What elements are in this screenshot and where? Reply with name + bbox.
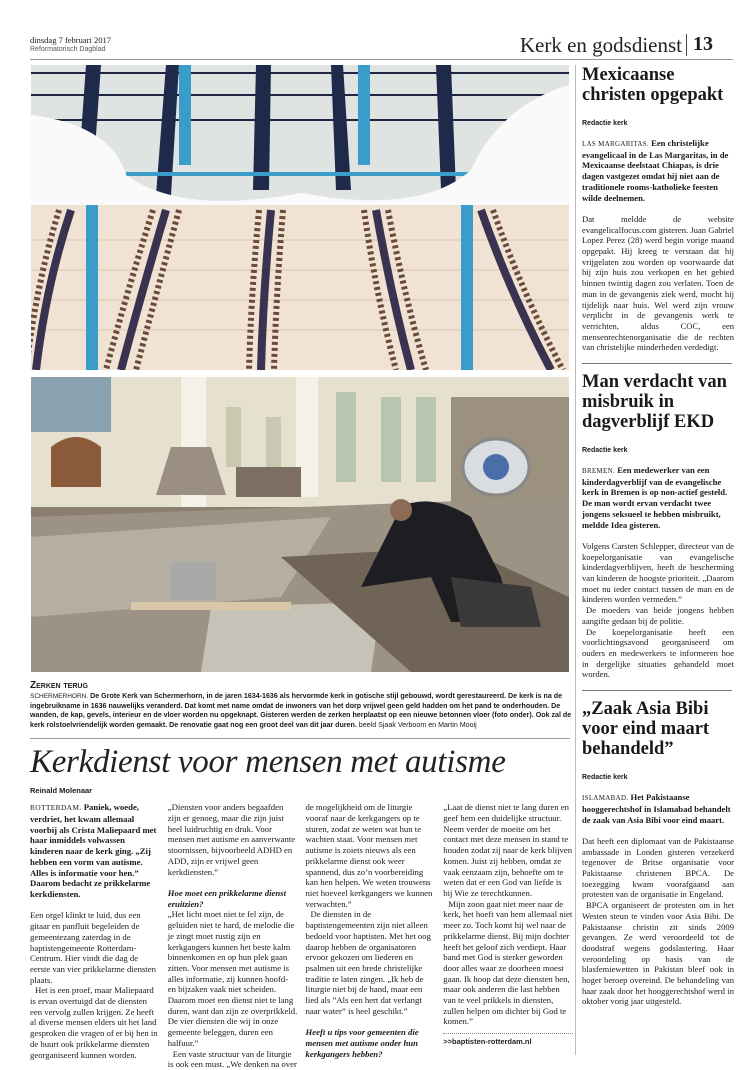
side-article-mexico — [582, 65, 734, 353]
paragraph: Het is een proef, maar Maliepaard is ervan overtuigd dat de diensten een vervolg zullen krijgen. Ze heeft al diverse mensen elders uit het land gesproken die vragen of er bij hen in de buurt ook prikkelarme diensten georganiseerd kunnen worden. „Diensten voor anders begaafden zijn er genoeg, maar die zijn juist heel luidruchtig en druk. Voor mensen met autisme en aanverwante stoornissen, bijvoorbeeld ADHD en ADD, zijn er vrijwel geen kerkdiensten.” — [30, 802, 296, 1060]
side-lead — [582, 465, 734, 530]
side-lead — [582, 792, 734, 825]
dateline: LAS MARGARITAS. — [582, 140, 649, 148]
lower-left-section — [30, 680, 573, 1070]
caption-dateline: SCHERMERHORN. — [30, 693, 89, 700]
article-rule — [30, 738, 570, 739]
photo-church-floor — [31, 377, 569, 672]
paragraph: Volgens Carsten Schlepper, directeur van de koepelorganisatie van evangelische kinderdagverblijven, heeft de bescherming van kinderen de hoogste prioriteit. „Daarom moet nu ieder contact tussen de man en de kinderen worden vermeden.” — [582, 540, 734, 605]
main-headline: Kerkdienst voor mensen met autisme — [30, 744, 506, 781]
paragraph: De diensten in de baptistengemeenten zijn niet alleen bedoeld voor baptisten. Met het oog daarop hebben de organisatoren ervoor gekozen om liederen en psalmen uit een brede christelijke traditie te laten zingen. „Ik heb de liturgie niet bij de hand, maar een lied als ”Als een hert dat verlangt naar water” is heel geschikt.” — [305, 909, 431, 1016]
photo-credit: beeld Sjaak Verboom en Martin Mooij — [358, 720, 477, 729]
lead-text: Een medewerker van een kinderdagverblijf van de evangelische kerk in Bremen is op non-actief gesteld. De man wordt ervan verdacht twee jongens seksueel te hebben misbruikt, meldde Idea gisteren. — [582, 465, 728, 530]
paragraph: De koepelorganisatie heeft een voorlichtingsavond georganiseerd om ouders en medewerkers te informeren hoe in dergelijke situaties gehandeld moet worden. — [582, 626, 734, 680]
side-byline: Redactie kerk — [582, 447, 628, 455]
side-rule — [582, 690, 732, 691]
main-article-body — [30, 802, 573, 1070]
photo-ceiling — [31, 65, 569, 370]
side-headline: Mexicaanse christen opgepakt — [582, 65, 724, 105]
header-separator — [686, 34, 687, 56]
paragraph: BPCA organiseert de protesten om in het Westen steun te vinden voor Asia Bibi. De Pakistaanse christin zit sinds 2009 gevangen. Ze werd veroordeeld tot de doodstraf wegens godslastering. Haar veroordeling op basis van de blasfemiewetten in Pakistan bleef ook in hoger beroep overeind. De behandeling van haar zaak door het hooggerechtshof werd in oktober vorig jaar uitgesteld. — [582, 900, 734, 1007]
caption-text: De Grote Kerk van Schermerhorn, in de jaren 1634-1636 als hervormde kerk in gotische stijl gebouwd, wordt gerestaureerd. De kerk is na de ingebruikname in 1636 nauwelijks veranderd. Dat komt met name omdat de inwoners van het dorp vrijwel geen geld hadden om het pand te onderhouden. De wanden, de kap, gevels, interieur en de vloer worden nu opgeknapt. Gisteren werden de zerken herplaatst op een nieuwe betonnen vloer (foto onder). Ook zal de kerk rolstoelvriendelijk worden gemaakt. De renovatie gaat nog een groot deel van dit jaar duren. — [30, 692, 572, 729]
caption-title: Zerken terug — [30, 680, 88, 691]
lead-text: Paniek, woede, verdriet, het kwam allemaal voorbij als Crista Maliepaard met haar inmiddels volwassen kinderen naar de kerk ging. „Zij hebben een vorm van autisme. Alles is informatie voor hen.” Daarom bedacht ze prikkelarme kerkdiensten. — [30, 802, 157, 899]
side-byline: Redactie kerk — [582, 774, 628, 782]
issue-date: dinsdag 7 februari 2017 — [30, 35, 111, 45]
column-divider — [575, 65, 576, 1055]
byline: Reinald Molenaar — [30, 786, 93, 796]
page-number: 13 — [693, 33, 713, 55]
side-column — [582, 65, 734, 1007]
side-byline: Redactie kerk — [582, 120, 628, 127]
side-headline: Man verdacht van misbruik in dagverblijf EKD — [582, 372, 727, 433]
side-article-asia-bibi — [582, 699, 734, 1007]
dateline: ISLAMABAD. — [582, 794, 629, 803]
dateline: ROTTERDAM. — [30, 803, 82, 813]
lead-paragraph — [30, 802, 160, 899]
paragraph: De moeders van beide jongens hebben aangifte gedaan bij de politie. — [582, 605, 734, 626]
dateline: BREMEN. — [582, 467, 616, 476]
side-rule — [582, 363, 732, 364]
paragraph: „Laat de dienst niet te lang duren en geef hem een duidelijke structuur. Neem verder de moeite om het contact met deze mensen in stand te houden zodat zij naar de kerk blijven komen. Juist zij hebben, omdat ze vaak eenzaam zijn, behoefte om te weten dat er een God van liefde is bij Wie ze terechtkunnen. — [443, 802, 573, 898]
paragraph: Een vaste structuur van de liturgie is ook een must. „We denken na over de mogelijkheid om de liturgie vooraf naar de kerkgangers op te sturen, zodat ze weten wat hun te wachten staat. Voor mensen met autisme is zoiets nieuws als een prikkelarme dienst ook weer spannend, dus zo’n voorbereiding kan hen helpen. We weten trouwens niet hoeveel kerkgangers we kunnen verwachten.” — [167, 802, 433, 1070]
paragraph: „Het licht moet niet te fel zijn, de geluiden niet te hard, de melodie die je zingt moet rustig zijn en kerkgangers kunnen het beste kalm binnenkomen en op hun plek gaan zitten. Voor mensen met autisme is alles informatie, zij kunnen hoofd- en bijzaken vaak niet scheiden. Daarom moet een dienst niet te lang duren, want dan zijn ze overprikkeld. De vier diensten die wij in onze gemeente beleggen, duren een halfuur.” — [167, 909, 298, 1048]
lead-text: Een christelijke evangelicaal in de Las Margaritas, in de Mexicaanse deelstaat Chiapas, is drie dagen vastgezet omdat hij niet aan de traditionele rooms-katholieke feesten wilde deelnemen. — [582, 138, 729, 203]
paragraph: Dat meldde de website evangelicalfocus.com gisteren. Juan Gabriel Lopez Perez (28) werd begin vorige maand opgepakt. Hij kreeg te verstaan dat hij vrijgelaten zou worden op voorwaarde dat hij zijn huis zou verkopen en het gebied binnen twintig dagen zou verlaten. Toen de man in de gevangenis ziek werd, mocht hij tijdelijk naar huis. Wel werd zijn vrouw verplicht in de gevangenis werk te verrichten, aldus COC, een mensenrechtenorganisatie die de rechten van christelijke minderheden verdedigt. — [582, 213, 735, 353]
side-article-ekd — [582, 372, 734, 680]
newspaper-name: Reformatorisch Dagblad — [30, 46, 106, 53]
website-link[interactable]: >>baptisten-rotterdam.nl — [443, 1033, 573, 1047]
lead-text: Het Pakistaanse hooggerechtshof in Islamabad behandelt de zaak van Asia Bibi voor eind maart. — [582, 792, 731, 825]
side-lead — [582, 138, 734, 203]
paragraph: Een orgel klinkt te luid, dus een gitaar en panfluit begeleiden de gemeentezang zaterdag in de baptistengemeente Rotterdam-Centrum. Hier vindt die dag de eerste van vier prikkelarme diensten plaats. — [30, 910, 156, 985]
paragraph: Mijn zoon gaat niet meer naar de kerk, het hoeft van hem allemaal niet meer zo. Toch komt hij wel naar de prikkelarme dienst. Bij mijn dochter heeft het geloof zich verdiept. Haar band met God is sterker geworden door alles waar ze doorheen moest gaan. Ik hoop dat deze diensten hen, maar ook anderen die last hebben van te veel prikkels in diensten, zullen helpen om dichter bij God te komen.” — [443, 898, 573, 1027]
photo-caption — [30, 680, 573, 730]
interview-question: Hoe moet een prikkelarme dienst eruitzien? — [167, 887, 286, 909]
section-title: Kerk en godsdienst — [519, 33, 682, 57]
header-rule — [30, 59, 733, 60]
paragraph: Dat heeft een diplomaat van de Pakistaanse ambassade in Londen gisteren verzekerd tegenover de Britse organisatie voor Pakistaanse christenen BPCA. De toezegging kwam voorafgaand aan protesten van de organisatie in Engeland. — [582, 835, 734, 900]
side-headline: „Zaak Asia Bibi voor eind maart behandeld” — [582, 699, 710, 760]
interview-question: Heeft u tips voor gemeenten die mensen met autisme onder hun kerkgangers hebben? — [305, 1027, 419, 1059]
